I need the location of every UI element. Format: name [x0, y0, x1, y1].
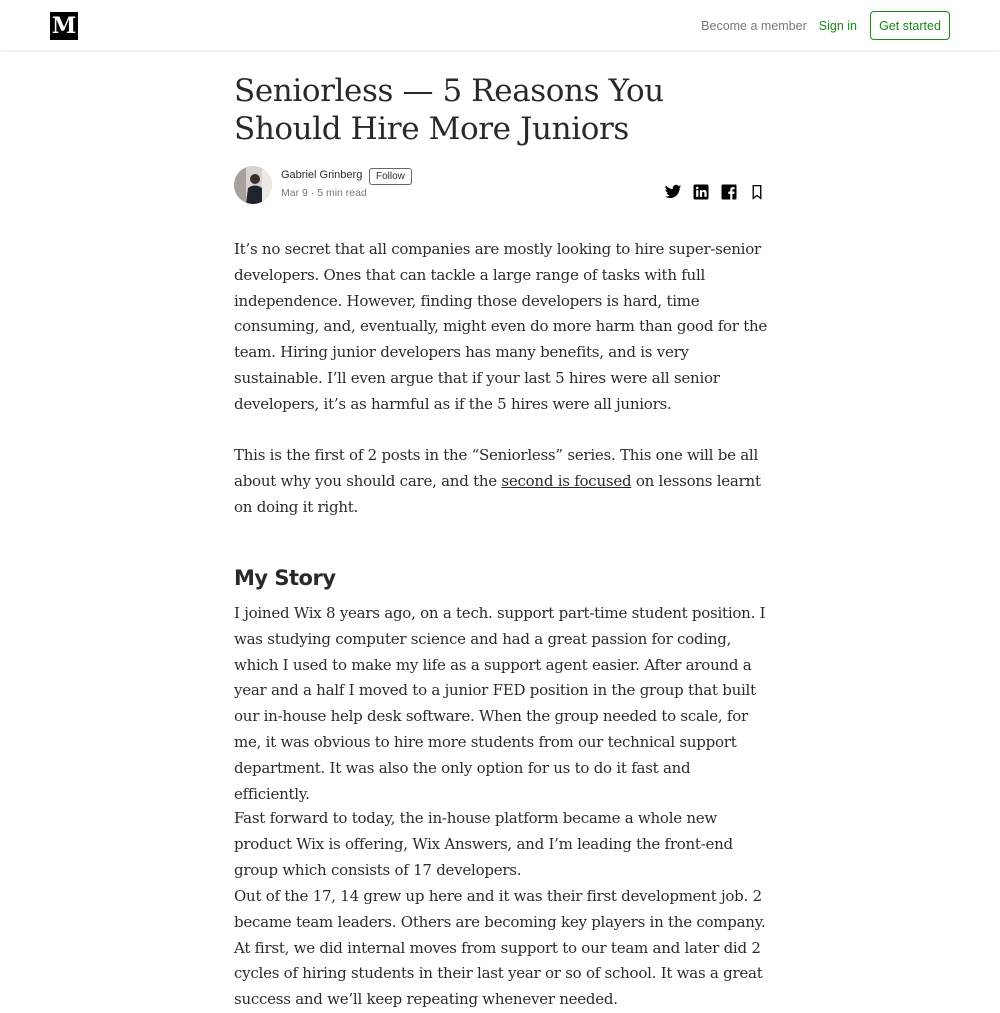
read-time: 5 min read — [317, 187, 367, 199]
article-meta — [281, 187, 367, 199]
become-member-link[interactable]: Become a member — [701, 18, 807, 33]
author-name[interactable]: Gabriel Grinberg — [281, 169, 363, 181]
medium-logo[interactable]: M — [51, 13, 77, 39]
paragraph-today: Fast forward to today, the in-house platform became a whole new product Wix is offering, Wix Answers, and I’m leading the front-end group which consists of 17 developers. — [234, 809, 733, 879]
author-avatar[interactable] — [234, 166, 272, 204]
bookmark-icon[interactable] — [748, 183, 766, 201]
paragraph-intro: It’s no secret that all companies are mostly looking to hire super-senior developers. Ones that can tackle a large range of tasks with full independence. However, finding those developers is hard, time consuming, and, eventually, might even do more harm than good for the team. Hiring junior developers has many benefits, and is very sustainable. I’ll even argue that if your last 5 hires were all senior developers, it’s as harmful as if the 5 hires were all juniors. — [234, 240, 768, 413]
sign-in-link[interactable]: Sign in — [818, 18, 857, 33]
share-bar — [664, 183, 766, 201]
twitter-icon[interactable] — [664, 183, 682, 201]
paragraph-team: Out of the 17, 14 grew up here and it was their first development job. 2 became team leaders. Others are becoming key players in the company. At first, we did internal moves from support to our team and later did 2 cycles of hiring students in their last year or so of school. It was a great success and we’ll keep repeating whenever needed. — [234, 887, 766, 1009]
linkedin-icon[interactable] — [692, 183, 710, 201]
follow-button[interactable]: Follow — [369, 168, 412, 185]
second-post-link[interactable]: second is focused — [501, 471, 632, 490]
section-heading-my-story: My Story — [234, 566, 336, 590]
paragraph-story: I joined Wix 8 years ago, on a tech. support part-time student position. I was studying computer science and had a great passion for coding, which I used to make my life as a support agent easier. After around a year and a half I moved to a junior FED position in the group that built our in-house help desk software. When the group needed to scale, for me, it was obvious to hire more students from our technical support department. It was also the only option for us to do it fast and efficiently. — [234, 604, 766, 803]
paragraph-series — [234, 443, 768, 520]
get-started-button[interactable]: Get started — [870, 11, 950, 40]
paragraph-series-before: This is the first of 2 posts in the “Seniorless” series. This one will be all about why you should care, and the — [234, 446, 759, 490]
meta-separator: · — [310, 187, 315, 199]
publish-date: Mar 9 — [281, 187, 308, 199]
facebook-icon[interactable] — [720, 183, 738, 201]
top-navigation-bar — [0, 0, 1000, 51]
paragraph-series-after: on lessons learnt on doing it right. — [234, 471, 761, 516]
header-nav — [701, 10, 950, 41]
article-title: Seniorless — 5 Reasons You Should Hire More Juniors — [234, 73, 664, 147]
